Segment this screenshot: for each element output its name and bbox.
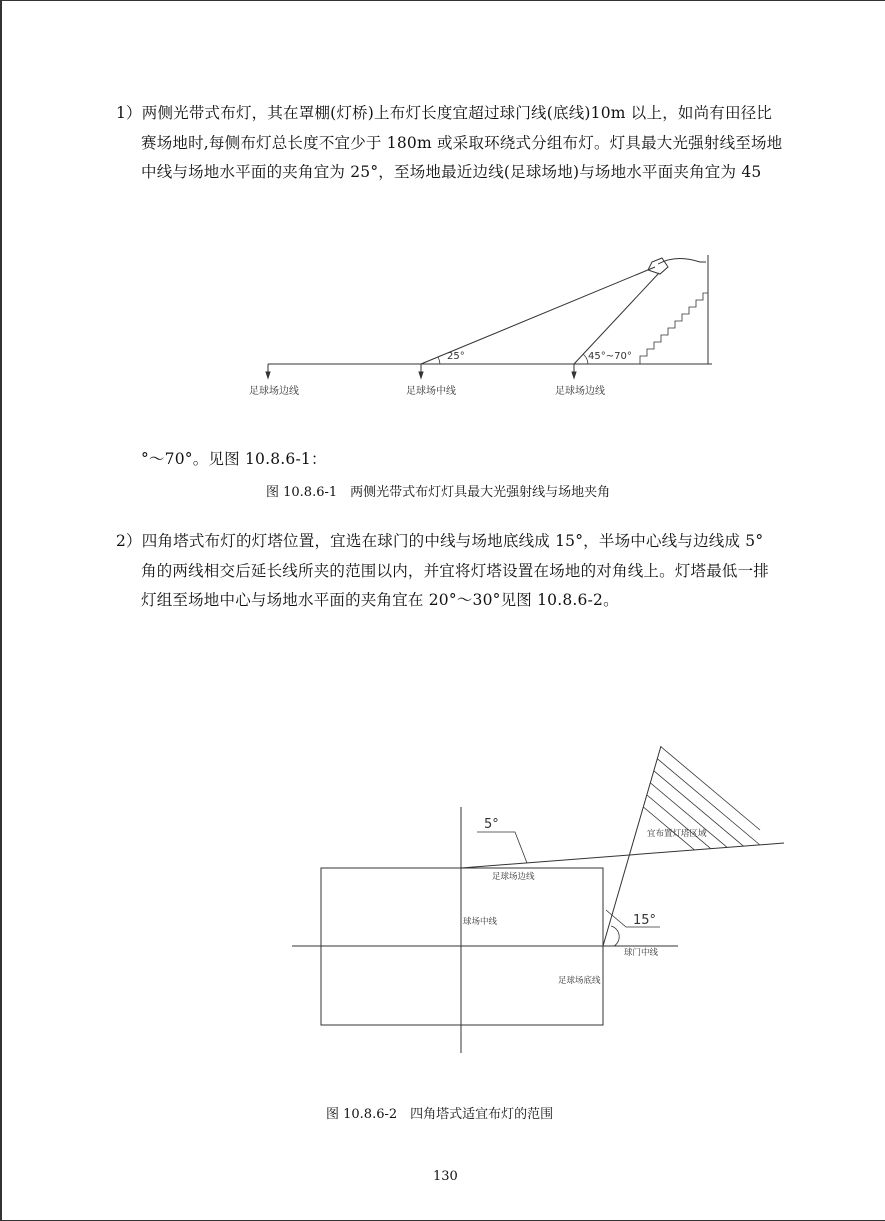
leader-5	[477, 832, 527, 863]
item2-line-1: 2）四角塔式布灯的灯塔位置，宜选在球门的中线与场地底线成 15°，半场中心线与边线成 5°	[116, 532, 764, 550]
arrow-near-sideline	[572, 372, 576, 378]
arrow-far-sideline	[266, 372, 270, 378]
item1-line-3: 中线与场地水平面的夹角宜为 25°，至场地最近边线(足球场地)与场地水平面夹角宜为 45	[141, 163, 762, 181]
item1-paragraph	[116, 99, 782, 188]
item1-line-1: 1）两侧光带式布灯，其在罩棚(灯桥)上布灯长度宜超过球门线(底线)10m 以上，如尚有田径比	[116, 104, 773, 122]
arc-15	[611, 926, 619, 946]
stand-steps	[640, 293, 708, 364]
item2-paragraph	[116, 527, 769, 616]
figure2-caption: 图 10.8.6-2 四角塔式适宜布灯的范围	[326, 1107, 554, 1122]
line-5-degree	[461, 843, 784, 868]
item1-continuation: °～70°。见图 10.8.6-1：	[141, 450, 327, 468]
angle-5-label: 5°	[484, 817, 499, 832]
page-number: 130	[433, 1169, 458, 1184]
angle-15-label: 15°	[633, 913, 657, 928]
arrow-centerline	[419, 372, 423, 378]
arc-25	[438, 357, 440, 364]
item2-line-2: 角的两线相交后延长线所夹的范围以内，并宜将灯塔设置在场地的对角线上。灯塔最低一排	[141, 561, 770, 580]
label-end-line: 足球场底线	[558, 976, 601, 986]
figure1-caption: 图 10.8.6-1 两侧光带式布灯灯具最大光强射线与场地夹角	[266, 485, 611, 500]
tower-zone-hatching	[641, 720, 760, 905]
label-tower-zone: 宜布置灯塔区域	[647, 829, 707, 839]
label-sideline: 足球场边线	[492, 872, 535, 882]
label-near-sideline: 足球场边线	[555, 386, 605, 397]
figure2-diagram	[0, 720, 885, 1100]
angle-45-70-label: 45°~70°	[588, 351, 632, 362]
angle-25-label: 25°	[447, 351, 465, 362]
item1-line-2: 赛场地时,每侧布灯总长度不宜少于 180m 或采取环绕式分组布灯。灯具最大光强射线至场地	[141, 133, 783, 152]
label-far-sideline: 足球场边线	[249, 386, 299, 397]
figure1-diagram	[0, 240, 885, 460]
label-centerline: 足球场中线	[406, 386, 456, 397]
label-goal-centerline: 球门中线	[624, 948, 659, 958]
label-center-line: 球场中线	[463, 917, 498, 927]
item2-line-3: 灯组至场地中心与场地水平面的夹角宜在 20°～30°见图 10.8.6-2。	[141, 591, 619, 609]
